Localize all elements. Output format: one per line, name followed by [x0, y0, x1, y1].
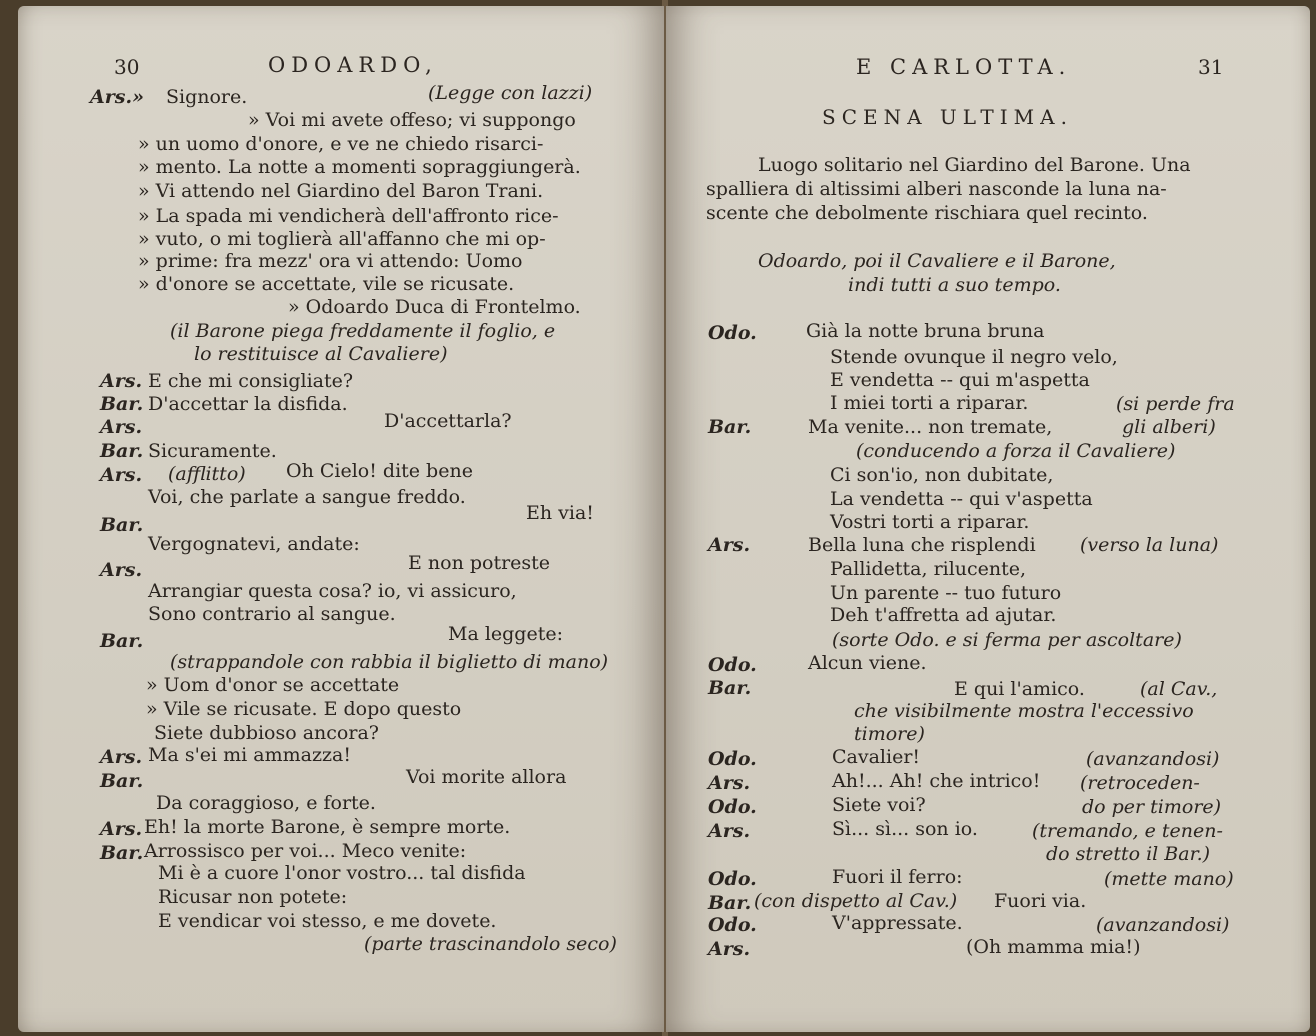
stage-direction: do stretto il Bar.) [1046, 843, 1211, 865]
verse-line: Un parente -- tuo futuro [830, 582, 1062, 604]
page-number: 30 [114, 55, 140, 79]
stage-direction: (afflitto) [168, 463, 246, 485]
speaker-label: Bar. [100, 440, 144, 462]
dialogue-line: Ma s'ei mi ammazza! [148, 744, 351, 766]
left-page [18, 6, 664, 1032]
dialogue-line: Arrossisco per voi... Meco venite: [144, 840, 467, 862]
letter-line: » prime: fra mezz' ora vi attendo: Uomo [138, 250, 523, 272]
stage-direction: (tremando, e tenen- [1032, 820, 1223, 842]
stage-direction: (al Cav., [1140, 678, 1218, 700]
speaker-label: Odo. [708, 796, 757, 818]
running-head: E CARLOTTA. [856, 55, 1072, 79]
verse-line: Ah!... Ah! che intrico! [832, 770, 1041, 792]
stage-direction: do per timore) [1082, 796, 1222, 818]
stage-direction: lo restituisce al Cavaliere) [194, 343, 448, 365]
speaker-label: Bar. [100, 630, 144, 652]
speaker-label: Ars. [100, 559, 143, 581]
dialogue-line: » Vile se ricusate. E dopo questo [146, 698, 462, 720]
verse-line: Deh t'affretta ad ajutar. [830, 604, 1057, 626]
characters-line: indi tutti a suo tempo. [848, 274, 1061, 296]
verse-line: Stende ovunque il negro velo, [830, 346, 1118, 368]
speaker-label: Bar. [100, 514, 144, 536]
dialogue-line: Siete dubbioso ancora? [154, 722, 379, 744]
dialogue-line: » Uom d'onor se accettate [146, 674, 400, 696]
dialogue-line: Voi, che parlate a sangue freddo. [148, 486, 466, 508]
speaker-label: Bar. [100, 393, 144, 415]
setting-line: spalliera di altissimi alberi nasconde la luna na- [706, 178, 1167, 200]
speaker-label: Odo. [708, 748, 757, 770]
letter-line: » Vi attendo nel Giardino del Baron Trani. [138, 180, 544, 202]
stage-direction: (mette mano) [1104, 868, 1234, 890]
speaker-label: Ars. [100, 818, 143, 840]
speaker-label: Odo. [708, 914, 757, 936]
dialogue-line: E vendicar voi stesso, e me dovete. [158, 910, 497, 932]
letter-line: » d'onore se accettate, vile se ricusate. [138, 273, 515, 295]
stage-direction: (il Barone piega freddamente il foglio, e [170, 320, 556, 342]
dialogue-line: D'accettar la disfida. [148, 393, 348, 415]
speaker-label: Ars. [708, 938, 751, 960]
speaker-label: Ars. [100, 370, 143, 392]
speaker-label: Ars.» [90, 86, 144, 108]
verse-line: Già la notte bruna bruna [806, 320, 1045, 342]
dialogue-line: Voi morite allora [406, 766, 567, 788]
stage-direction: (retroceden- [1080, 772, 1200, 794]
dialogue-line: Arrangiar questa cosa? io, vi assicuro, [148, 580, 517, 602]
verse-line: La vendetta -- qui v'aspetta [830, 488, 1093, 510]
speaker-label: Bar. [708, 892, 752, 914]
speaker-label: Bar. [708, 416, 752, 438]
verse-line: Fuori via. [994, 890, 1087, 912]
dialogue-line: Mi è a cuore l'onor vostro... tal disfida [158, 862, 526, 884]
dialogue-line: Da coraggioso, e forte. [156, 792, 376, 814]
speaker-label: Ars. [100, 746, 143, 768]
dialogue-line: E che mi consigliate? [148, 370, 354, 392]
dialogue-line: Oh Cielo! dite bene [286, 460, 473, 482]
verse-line: Sì... sì... son io. [832, 818, 978, 840]
dialogue-line: Eh via! [526, 502, 594, 524]
stage-direction: che visibilmente mostra l'eccessivo [854, 700, 1194, 722]
dialogue-line: Vergognatevi, andate: [148, 533, 360, 555]
speaker-label: Ars. [708, 534, 751, 556]
stage-direction: (strappandole con rabbia il biglietto di mano) [170, 651, 609, 673]
stage-direction: (avanzandosi) [1086, 748, 1220, 770]
letter-signature: » Odoardo Duca di Frontelmo. [288, 296, 581, 318]
right-page [666, 6, 1310, 1032]
letter-line: » vuto, o mi toglierà all'affanno che mi op- [138, 228, 546, 250]
stage-direction: gli alberi) [1122, 416, 1216, 438]
setting-line: Luogo solitario nel Giardino del Barone. Una [758, 154, 1191, 176]
verse-line: Ma venite... non tremate, [808, 416, 1053, 438]
verse-line: Siete voi? [832, 794, 926, 816]
dialogue-line: Sono contrario al sangue. [148, 603, 396, 625]
setting-line: scente che debolmente rischiara quel recinto. [706, 202, 1148, 224]
speaker-label: Bar. [100, 770, 144, 792]
dialogue-line: Signore. [166, 86, 248, 108]
stage-direction: (avanzandosi) [1096, 914, 1230, 936]
verse-line: Ci son'io, non dubitate, [830, 464, 1054, 486]
stage-direction: (con dispetto al Cav.) [754, 890, 958, 912]
speaker-label: Odo. [708, 654, 757, 676]
verse-line: I miei torti a riparar. [830, 392, 1029, 414]
stage-direction: (sorte Odo. e si ferma per ascoltare) [832, 629, 1182, 651]
running-head: ODOARDO, [268, 53, 438, 77]
speaker-label: Odo. [708, 322, 757, 344]
verse-line: E qui l'amico. [954, 678, 1085, 700]
stage-direction: (Legge con lazzi) [428, 82, 593, 104]
speaker-label: Bar. [708, 677, 752, 699]
speaker-label: Ars. [100, 416, 143, 438]
letter-line: » mento. La notte a momenti sopraggiungerà. [138, 156, 581, 178]
characters-line: Odoardo, poi il Cavaliere e il Barone, [758, 250, 1116, 272]
speaker-label: Ars. [100, 464, 143, 486]
scene-title: SCENA ULTIMA. [822, 105, 1073, 129]
speaker-label: Odo. [708, 868, 757, 890]
dialogue-line: E non potreste [408, 552, 551, 574]
verse-line: E vendetta -- qui m'aspetta [830, 369, 1090, 391]
dialogue-line: Eh! la morte Barone, è sempre morte. [144, 816, 511, 838]
dialogue-line: D'accettarla? [384, 410, 512, 432]
letter-line: » un uomo d'onore, e ve ne chiedo risarci- [138, 133, 544, 155]
dialogue-line: Ma leggete: [448, 623, 563, 645]
verse-line: Pallidetta, rilucente, [830, 558, 1027, 580]
stage-direction: (si perde fra [1116, 393, 1235, 415]
page-number: 31 [1198, 55, 1224, 79]
letter-line: » La spada mi vendicherà dell'affronto rice- [138, 205, 559, 227]
letter-line: » Voi mi avete offeso; vi suppongo [248, 109, 576, 131]
speaker-label: Bar. [100, 842, 144, 864]
stage-direction: (verso la luna) [1080, 534, 1219, 556]
verse-line: Alcun viene. [808, 652, 927, 674]
speaker-label: Ars. [708, 772, 751, 794]
verse-line: V'appressate. [832, 912, 963, 934]
dialogue-line: Ricusar non potete: [158, 886, 348, 908]
stage-direction: timore) [854, 723, 925, 745]
speaker-label: Ars. [708, 820, 751, 842]
dialogue-line: Sicuramente. [148, 440, 277, 462]
stage-direction: (parte trascinandolo seco) [364, 933, 617, 955]
verse-line: Cavalier! [832, 746, 921, 768]
verse-line: Vostri torti a riparar. [830, 511, 1030, 533]
verse-line: Bella luna che risplendi [808, 534, 1036, 556]
stage-direction: (conducendo a forza il Cavaliere) [856, 440, 1176, 462]
verse-line: (Oh mamma mia!) [966, 936, 1141, 958]
verse-line: Fuori il ferro: [832, 866, 963, 888]
